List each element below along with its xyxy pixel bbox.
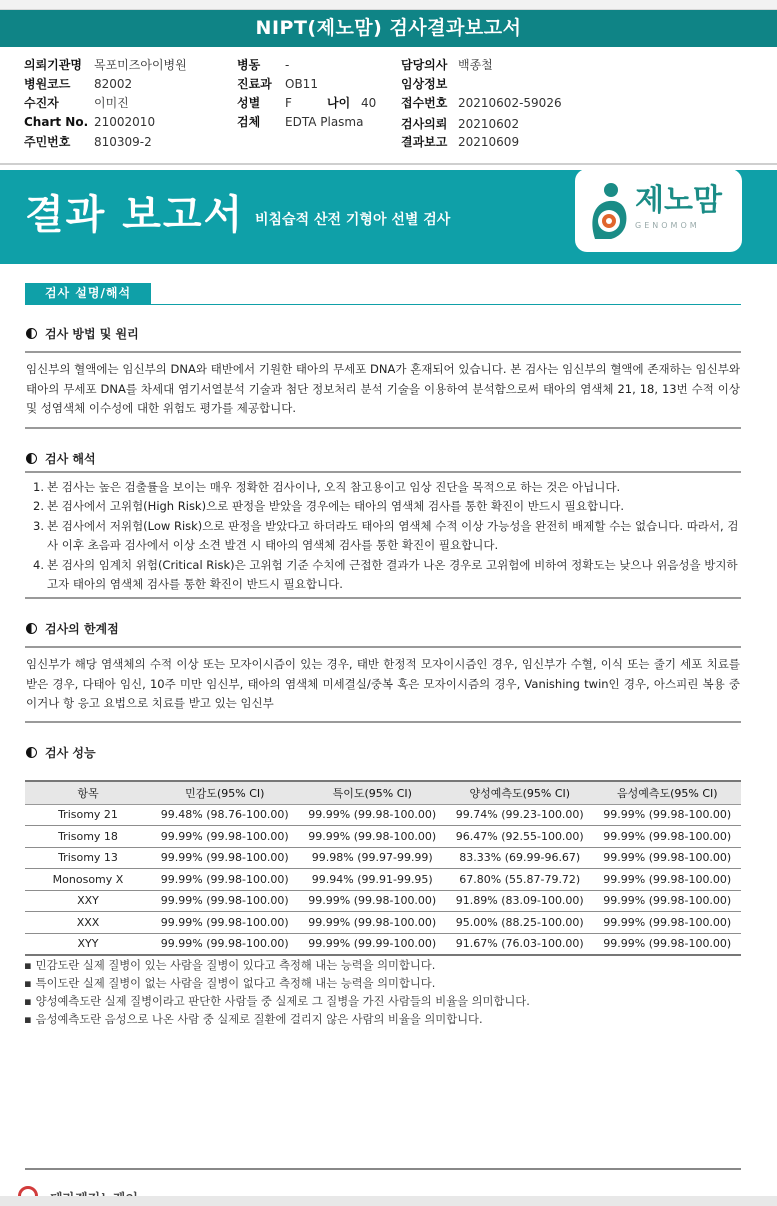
banner-title: 결과 보고서 [25, 192, 245, 238]
info-request-date: 검사의뢰 20210602 [401, 117, 520, 131]
table-row [25, 890, 741, 912]
table-cell: 99.99% (99.98-100.00) [594, 890, 742, 912]
table-cell: 99.99% (99.98-100.00) [594, 847, 742, 869]
table-cell: 99.99% (99.98-100.00) [594, 869, 742, 891]
column-header: 양성예측도(95% CI) [446, 781, 594, 804]
table-cell: XXX [25, 912, 151, 934]
table-header-row [25, 781, 741, 804]
table-cell: 99.99% (99.98-100.00) [151, 890, 299, 912]
performance-notes [24, 957, 530, 1029]
logo-text: 제노맘 [635, 183, 722, 218]
table-cell: 99.99% (99.98-100.00) [299, 826, 447, 848]
info-department: 진료과 OB11 [237, 77, 318, 91]
divider [25, 597, 741, 599]
info-age: 나이 40 [327, 96, 377, 110]
patient-info [0, 47, 777, 165]
table-cell: 99.94% (99.91-99.95) [299, 869, 447, 891]
info-sex: 성별 F [237, 96, 292, 110]
list-item: 4. 본 검사의 임계치 위험(Critical Risk)은 고위험 기준 수치에 근접한 결과가 나온 경우로 고위험에 비하여 정확도는 낮으나 위음성을 방지하고자 태아의 염색체 검사를 통한 확진이 반드시 필요합니다. [33, 557, 738, 592]
table-row [25, 826, 741, 848]
table-cell: 99.99% (99.98-100.00) [151, 869, 299, 891]
column-header: 음성예측도(95% CI) [594, 781, 742, 804]
table-cell: 99.99% (99.98-100.00) [299, 912, 447, 934]
info-resident-no: 주민번호 810309-2 [24, 135, 152, 149]
table-cell: 99.48% (98.76-100.00) [151, 804, 299, 826]
table-cell: 99.99% (99.99-100.00) [299, 933, 447, 955]
interpretation-list [33, 478, 739, 594]
banner-subtitle: 비침습적 산전 기형아 선별 검사 [255, 212, 451, 228]
table-cell: Trisomy 13 [25, 847, 151, 869]
section-divider [25, 304, 741, 305]
list-item: 2. 본 검사에서 고위험(High Risk)으로 판정을 받았을 경우에는 태아의 염색체 검사를 통한 확진이 반드시 필요합니다. [33, 499, 624, 514]
method-body: 임신부의 혈액에는 임신부의 DNA와 태반에서 기원한 태아의 무세포 DNA가 혼재되어 있습니다. 본 검사는 임신부의 혈액에 존재하는 임신부와 태아의 무세포 DNA를 차세대 염기서열분석 기술과 첨단 정보처리 분석 기술을 이용하여 분석함으로써 태아의 염색체 21, 18, 13번 수적 이상 및 성염색체 이수성에 대한 위험도 평가를 제공합니다. [26, 362, 740, 415]
table-cell: 91.89% (83.09-100.00) [446, 890, 594, 912]
table-cell: 99.99% (99.98-100.00) [594, 826, 742, 848]
table-cell: 99.99% (99.98-100.00) [299, 890, 447, 912]
column-header: 민감도(95% CI) [151, 781, 299, 804]
limitations-heading: 검사의 한계점 [26, 620, 119, 637]
table-row [25, 912, 741, 934]
info-receipt-no: 접수번호 20210602-59026 [401, 96, 562, 110]
info-chart-no: Chart No. 21002010 [24, 115, 156, 129]
table-cell: Monosomy X [25, 869, 151, 891]
divider [25, 427, 741, 429]
table-cell: 99.99% (99.98-100.00) [594, 912, 742, 934]
info-specimen: 검체 EDTA Plasma [237, 115, 364, 129]
divider [25, 721, 741, 723]
divider [25, 646, 741, 648]
half-circle-icon [26, 328, 37, 339]
table-cell: 83.33% (69.99-96.67) [446, 847, 594, 869]
interpretation-heading: 검사 해석 [26, 450, 96, 467]
table-cell: 99.99% (99.98-100.00) [299, 804, 447, 826]
genomom-mother-icon [589, 181, 629, 239]
table-cell: 67.80% (55.87-79.72) [446, 869, 594, 891]
performance-heading: 검사 성능 [26, 744, 96, 761]
info-ward: 병동 - [237, 58, 290, 72]
method-heading: 검사 방법 및 원리 [26, 325, 139, 342]
divider [25, 351, 741, 353]
table-cell: 99.99% (99.98-100.00) [594, 804, 742, 826]
info-report-date: 결과보고 20210609 [401, 135, 520, 149]
info-doctor: 담당의사 백종철 [401, 58, 493, 72]
table-cell: 99.99% (99.98-100.00) [151, 847, 299, 869]
table-cell: 95.00% (88.25-100.00) [446, 912, 594, 934]
table-cell: 99.99% (99.98-100.00) [151, 933, 299, 955]
logo-subtext: GENOMOM [635, 221, 700, 230]
table-cell: 99.99% (99.98-100.00) [151, 826, 299, 848]
list-item: 1. 본 검사는 높은 검출률을 보이는 매우 정확한 검사이나, 오직 참고용이고 임상 진단을 목적으로 하는 것은 아닙니다. [33, 480, 621, 494]
limitations-body: 임신부가 해당 염색체의 수적 이상 또는 모자이시즘이 있는 경우, 태반 한정적 모자이시즘인 경우, 임신부가 수혈, 이식 또는 줄기 세포 치료를 받은 경우, 다태아 임신, 10주 미만 임신부, 태아의 염색체 미세결실/중복 혹은 모자이시즘의 경우, Vanishing twin인 경우, 아스피린 복용 중이거나 항 응고 요법으로 치료를 받고 있는 임신부 [26, 657, 740, 710]
footer-divider [25, 1168, 741, 1170]
info-clinical: 임상정보 [401, 77, 448, 91]
table-cell: 91.67% (76.03-100.00) [446, 933, 594, 955]
info-patient: 수진자 이미진 [24, 96, 129, 110]
note-specificity: ▪ 특이도란 실제 질병이 없는 사람을 질병이 없다고 측정해 내는 능력을 의미합니다. [24, 975, 530, 993]
document-title: NIPT(제노맘) 검사결과보고서 [0, 10, 777, 47]
note-npv: ▪ 음성예측도란 음성으로 나온 사람 중 실제로 질환에 걸리지 않은 사람의 비율을 의미합니다. [24, 1011, 530, 1029]
table-cell: 96.47% (92.55-100.00) [446, 826, 594, 848]
note-ppv: ▪ 양성예측도란 실제 질병이라고 판단한 사람들 중 실제로 그 질병을 가진 사람들의 비율을 의미합니다. [24, 993, 530, 1011]
divider [25, 471, 741, 473]
table-cell: 99.99% (99.98-100.00) [151, 912, 299, 934]
table-cell: XYY [25, 933, 151, 955]
bottom-bar [0, 1196, 777, 1206]
column-header: 항목 [25, 781, 151, 804]
table-cell: XXY [25, 890, 151, 912]
table-row [25, 869, 741, 891]
column-header: 특이도(95% CI) [299, 781, 447, 804]
table-row [25, 933, 741, 955]
info-hospital: 의뢰기관명 목포미즈아이병원 [24, 58, 187, 72]
half-circle-icon [26, 453, 37, 464]
top-bar [0, 0, 777, 10]
half-circle-icon [26, 747, 37, 758]
half-circle-icon [26, 623, 37, 634]
table-row [25, 804, 741, 826]
genomom-logo [575, 169, 742, 252]
note-sensitivity: ▪ 민감도란 실제 질병이 있는 사람을 질병이 있다고 측정해 내는 능력을 의미합니다. [24, 957, 530, 975]
performance-table [25, 780, 741, 956]
table-cell: 99.99% (99.98-100.00) [594, 933, 742, 955]
table-cell: 99.74% (99.23-100.00) [446, 804, 594, 826]
table-cell: 99.98% (99.97-99.99) [299, 847, 447, 869]
list-item: 3. 본 검사에서 저위험(Low Risk)으로 판정을 받았다고 하더라도 태아의 염색체 수적 이상 가능성을 완전히 배제할 수는 없습니다. 따라서, 검사 이후 초음파 검사에서 이상 소견 발견 시 태아의 염색체 검사를 통한 확진이 필요합니다. [33, 518, 739, 553]
table-cell: Trisomy 21 [25, 804, 151, 826]
section-tab: 검사 설명/해석 [25, 283, 151, 304]
table-row [25, 847, 741, 869]
table-cell: Trisomy 18 [25, 826, 151, 848]
info-hospital-code: 병원코드 82002 [24, 77, 133, 91]
